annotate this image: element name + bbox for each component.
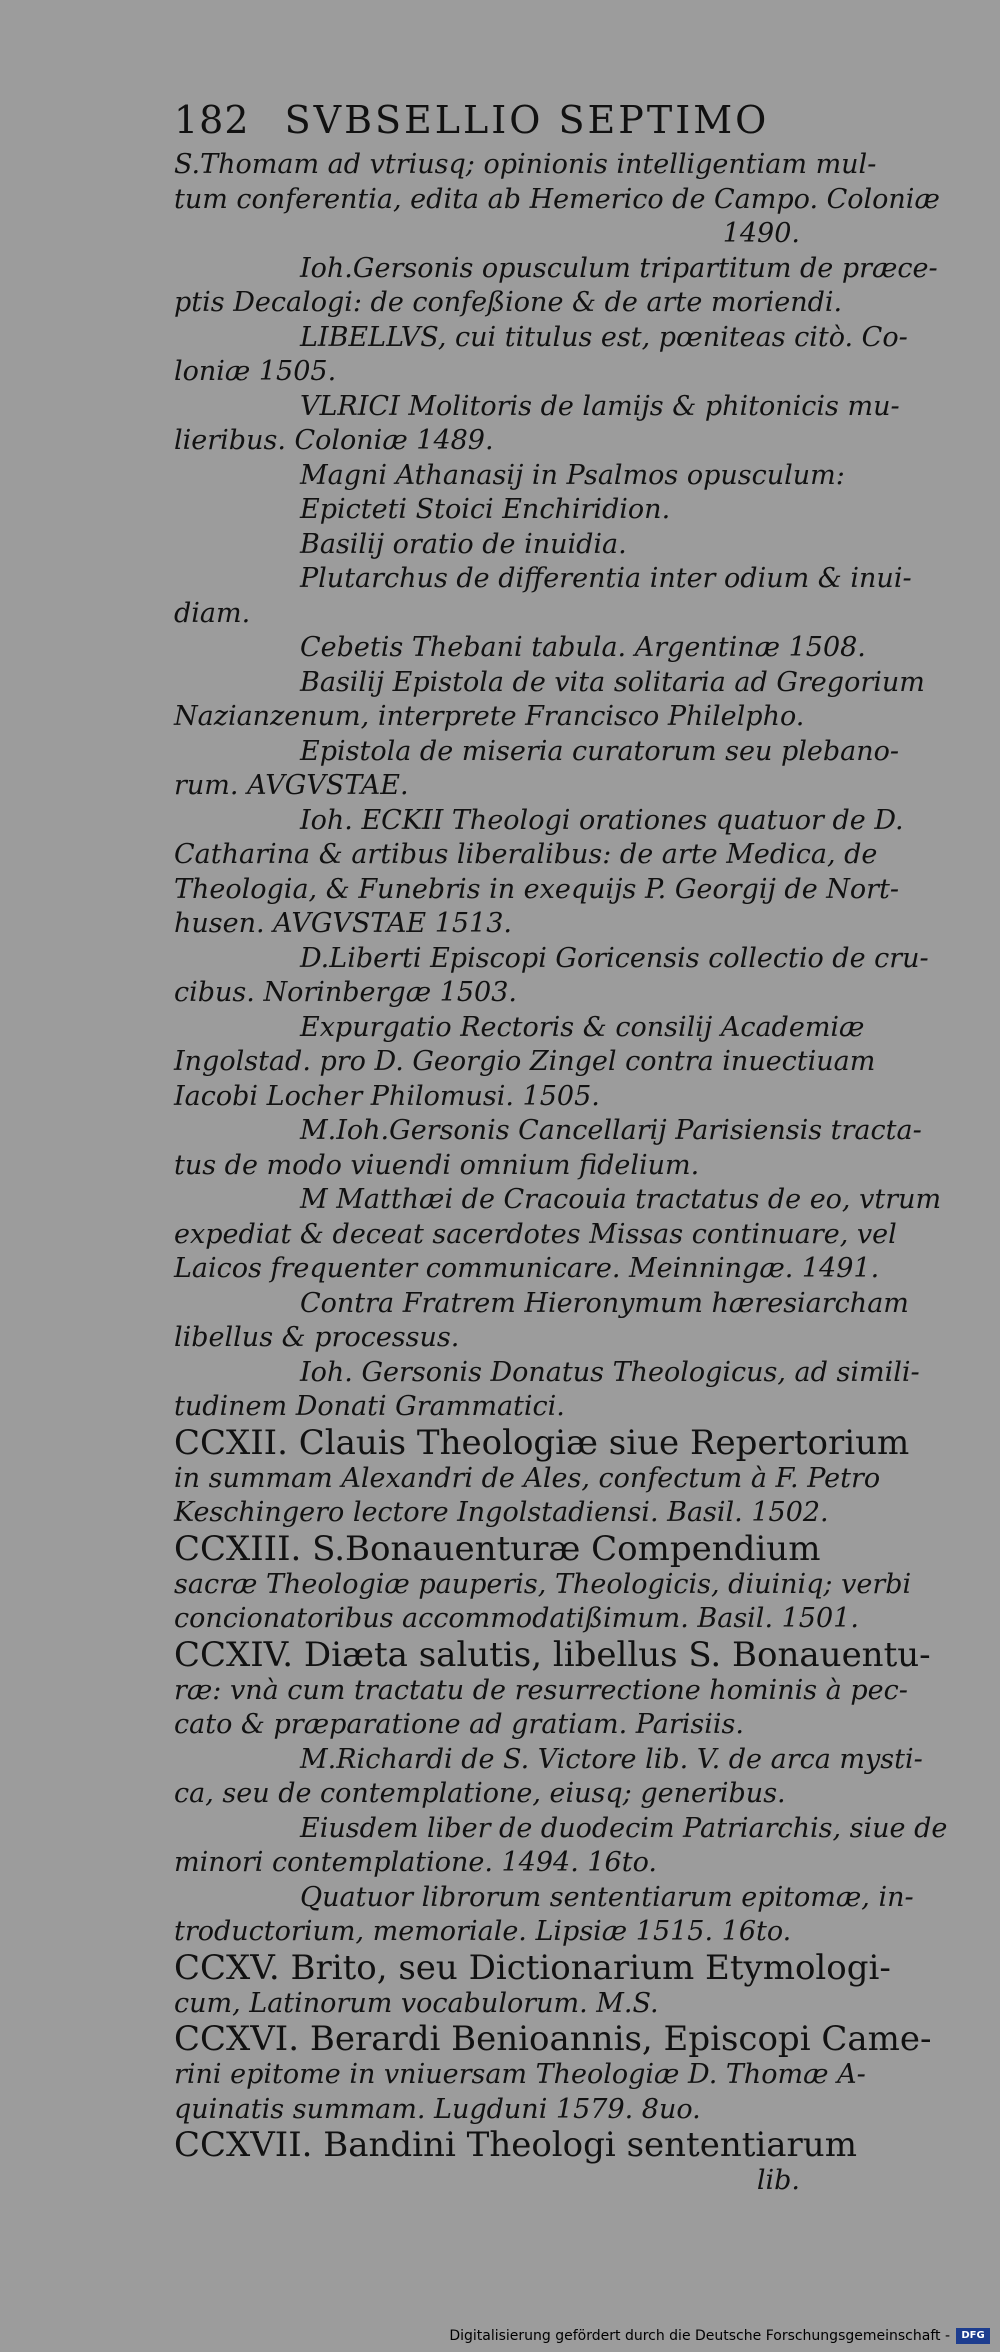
text-line: sacræ Theologiæ pauperis, Theologicis, diuiniq; verbi bbox=[174, 1568, 912, 1600]
text-line: D.Liberti Episcopi Goricensis collectio de cru- bbox=[300, 942, 929, 974]
text-line: S.Thomam ad vtriusq; opinionis intelligentiam mul- bbox=[174, 149, 877, 180]
text-line: 1490. bbox=[722, 218, 800, 249]
text-line: VLRICI Molitoris de lamijs & phitonicis mu- bbox=[300, 390, 900, 422]
text-line: quinatis summam. Lugduni 1579. 8uo. bbox=[174, 2093, 701, 2125]
text-line: lib. bbox=[756, 2165, 800, 2196]
text-line: LIBELLVS, cui titulus est, pœniteas citò. Co- bbox=[300, 321, 908, 353]
text-line: rum. AVGVSTAE. bbox=[174, 770, 409, 801]
text-line: Ioh. Gersonis Donatus Theologicus, ad simili- bbox=[300, 1356, 920, 1388]
entry-heading-line: CCXV. Brito, seu Dictionarium Etymologi- bbox=[174, 1947, 891, 1988]
text-line: concionatoribus accommodatißimum. Basil. 1501. bbox=[174, 1603, 859, 1634]
entry-heading-line: CCXVII. Bandini Theologi sententiarum bbox=[174, 2125, 857, 2165]
text-line: Iacobi Locher Philomusi. 1505. bbox=[174, 1080, 600, 1112]
text-line: Theologia, & Funebris in exequijs P. Georgij de Nort- bbox=[174, 873, 900, 905]
text-line: rini epitome in vniuersam Theologiæ D. Thomæ A- bbox=[174, 2059, 866, 2090]
text-line: Basilij oratio de inuidia. bbox=[300, 528, 627, 560]
page-number: 182 bbox=[174, 98, 250, 142]
text-line: diam. bbox=[174, 597, 251, 629]
text-line: tum conferentia, edita ab Hemerico de Campo. Coloniæ bbox=[174, 183, 940, 215]
text-line: libellus & processus. bbox=[174, 1322, 460, 1353]
text-line: in summam Alexandri de Ales, confectum à F. Petro bbox=[174, 1462, 881, 1494]
text-line: tudinem Donati Grammatici. bbox=[174, 1391, 565, 1422]
text-line: Keschingero lectore Ingolstadiensi. Basil. 1502. bbox=[174, 1497, 829, 1528]
text-line: Eiusdem liber de duodecim Patriarchis, siue de bbox=[300, 1812, 948, 1844]
text-line: troductorium, memoriale. Lipsiæ 1515. 16to. bbox=[174, 1916, 792, 1947]
text-line: Magni Athanasij in Psalmos opusculum: bbox=[300, 459, 845, 491]
text-line: Ioh.Gersonis opusculum tripartitum de præce- bbox=[300, 252, 938, 284]
text-line: minori contemplatione. 1494. 16to. bbox=[174, 1847, 657, 1878]
entry-heading-line: CCXIV. Diæta salutis, libellus S. Bonauentu- bbox=[174, 1634, 931, 1675]
text-line: Nazianzenum, interprete Francisco Philelpho. bbox=[174, 701, 805, 732]
text-line: lieribus. Coloniæ 1489. bbox=[174, 425, 494, 456]
digitization-footer bbox=[449, 2328, 990, 2344]
text-line: Cebetis Thebani tabula. Argentinæ 1508. bbox=[300, 632, 866, 663]
entry-heading-line: CCXII. Clauis Theologiæ siue Repertorium bbox=[174, 1422, 910, 1463]
text-line: Epicteti Stoici Enchiridion. bbox=[300, 494, 671, 525]
text-line: Plutarchus de differentia inter odium & inui- bbox=[300, 563, 912, 594]
dfg-logo-icon: DFG bbox=[956, 2328, 990, 2344]
text-line: Basilij Epistola de vita solitaria ad Gregorium bbox=[300, 666, 925, 698]
text-line: Contra Fratrem Hieronymum hæresiarcham bbox=[300, 1287, 909, 1319]
text-line: cum, Latinorum vocabulorum. M.S. bbox=[174, 1987, 659, 2019]
text-line: M Matthæi de Cracouia tractatus de eo, vtrum bbox=[300, 1184, 942, 1215]
text-line: ptis Decalogi: de confeßione & de arte moriendi. bbox=[174, 287, 843, 318]
text-line: ca, seu de contemplatione, eiusq; generibus. bbox=[174, 1778, 786, 1809]
running-head: SVBSELLIO SEPTIMO bbox=[284, 98, 770, 142]
text-line: Ingolstad. pro D. Georgio Zingel contra inuectiuam bbox=[174, 1046, 876, 1077]
text-line: Quatuor librorum sententiarum epitomæ, in- bbox=[300, 1881, 914, 1913]
text-line: M.Ioh.Gersonis Cancellarij Parisiensis tracta- bbox=[300, 1115, 922, 1146]
text-line: Ioh. ECKII Theologi orationes quatuor de D. bbox=[300, 804, 904, 836]
page-body bbox=[174, 148, 948, 2199]
text-line: tus de modo viuendi omnium fidelium. bbox=[174, 1149, 700, 1181]
entry-heading-line: CCXIII. S.Bonauenturæ Compendium bbox=[174, 1528, 821, 1569]
footer-text: Digitalisierung gefördert durch die Deutsche Forschungsgemeinschaft - bbox=[449, 2328, 950, 2344]
text-line: loniæ 1505. bbox=[174, 356, 337, 387]
text-line: expediat & deceat sacerdotes Missas continuare, vel bbox=[174, 1218, 897, 1250]
text-line: Expurgatio Rectoris & consilij Academiæ bbox=[300, 1011, 865, 1043]
text-line: cibus. Norinbergæ 1503. bbox=[174, 977, 517, 1008]
text-line: husen. AVGVSTAE 1513. bbox=[174, 908, 513, 939]
text-line: Epistola de miseria curatorum seu plebano- bbox=[300, 735, 899, 767]
text-line: M.Richardi de S. Victore lib. V. de arca mysti- bbox=[300, 1743, 923, 1775]
text-line: Catharina & artibus liberalibus: de arte Medica, de bbox=[174, 839, 878, 870]
text-line: Laicos frequenter communicare. Meinningæ. 1491. bbox=[174, 1253, 880, 1284]
text-line: ræ: vnà cum tractatu de resurrectione hominis à pec- bbox=[174, 1674, 908, 1706]
text-line: cato & præparatione ad gratiam. Parisiis. bbox=[174, 1709, 744, 1740]
entry-heading-line: CCXVI. Berardi Benioannis, Episcopi Came- bbox=[174, 2019, 932, 2059]
page-header bbox=[174, 98, 814, 142]
